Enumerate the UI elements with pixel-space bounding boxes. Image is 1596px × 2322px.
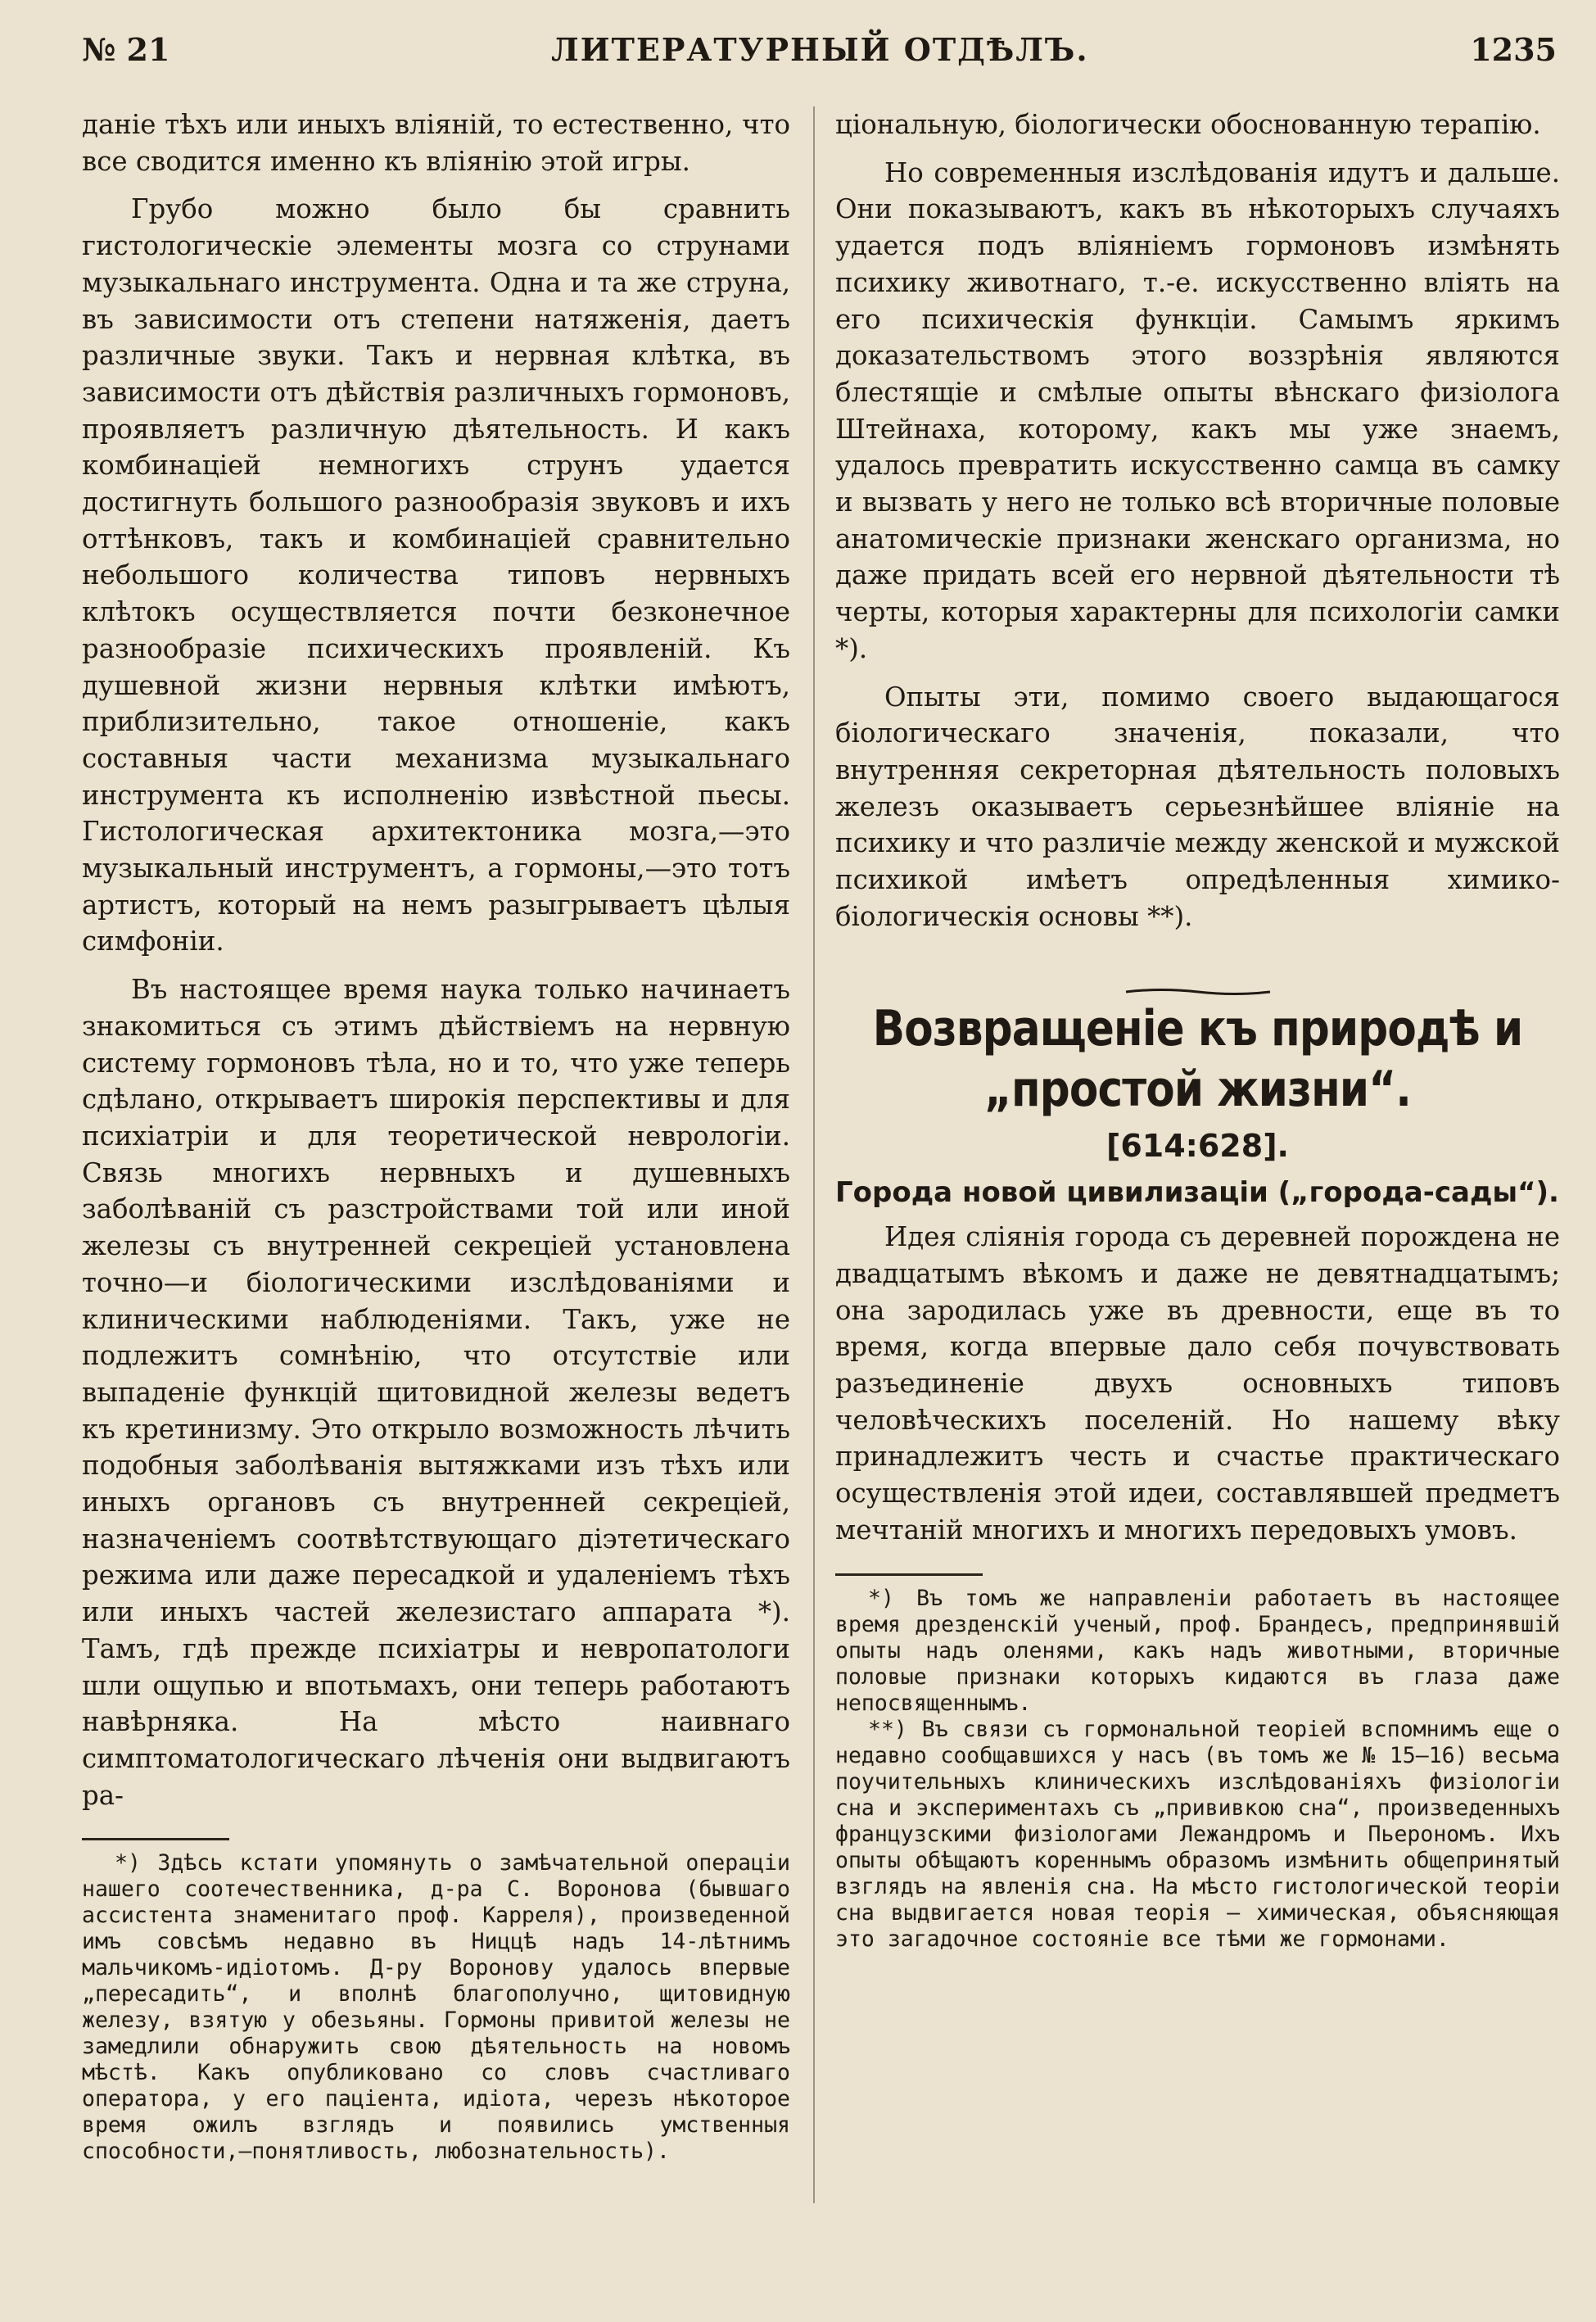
footnote: *) Здѣсь кстати упомянуть о замѣчательной операціи нашего соотечественника, д-ра С. Воронова (бывшаго ассистента знаменитаго проф. Карреля), произведенной имъ совсѣмъ недавно въ Ниццѣ надъ 14-лѣтнимъ мальчикомъ-идіотомъ. Д-ру Воронову удалось впервые „пересадить“, и вполнѣ благополучно, щитовидную железу, взятую у обезьяны. Гормоны привитой железы не замедлили обнаружить свою дѣятельность на новомъ мѣстѣ. Какъ опубликовано со словъ счастливаго оператора, у его паціента, идіота, черезъ нѣкоторое время ожилъ взглядъ и появились умственныя способности,—понятливость, любознательность). [82, 1850, 790, 2165]
page-number: 1235 [1470, 30, 1557, 68]
paragraph: даніе тѣхъ или иныхъ вліяній, то естественно, что все сводится именно къ вліянію этой игры. [82, 109, 790, 177]
running-header [82, 25, 1557, 74]
section-title: ЛИТЕРАТУРНЫЙ ОТДѢЛЪ. [551, 30, 1089, 68]
paragraph: Но современныя изслѣдованія идутъ и дальше. Они показываютъ, какъ въ нѣкоторыхъ случаяхъ удается подъ вліяніемъ гормоновъ измѣнять психику животнаго, т.-е. искусственно вліять на его психическія функціи. Самымъ яркимъ доказательствомъ этого воззрѣнія являются блестящіе и смѣлые опыты вѣнскаго физіолога Штейнаха, которому, какъ мы уже знаемъ, удалось превратить искусственно самца въ самку и вызвать у него не только всѣ вторичные половые анатомическіе признаки женскаго организма, но даже придать всей его нервной дѣятельности тѣ черты, которыя характерны для психологіи самки *). [835, 156, 1560, 664]
article-reference: [614:628]. [1105, 1128, 1289, 1165]
footnote: *) Въ томъ же направленіи работаетъ въ настоящее время дрезденскій ученый, проф. Брандесъ, предпринявшій опыты надъ оленями, какъ надъ животными, вторичные половые признаки которыхъ кидаются въ глаза даже непосвященнымъ. [835, 1585, 1560, 1716]
paragraph: Грубо можно было бы сравнить гистологическіе элементы мозга со струнами музыкальнаго инструмента. Одна и та же струна, въ зависимости отъ степени натяженія, даетъ различные звуки. Такъ и нервная клѣтка, въ зависимости отъ дѣйствія различныхъ гормоновъ, проявляетъ различную дѣятельность. И какъ комбинаціей немногихъ струнъ удается достигнуть большого разнообразія звуковъ и ихъ оттѣнковъ, такъ и комбинаціей сравнительно небольшого количества типовъ нервныхъ клѣтокъ осуществляется почти безконечное разнообразіе психическихъ проявленій. Къ душевной жизни нервныя клѣтки имѣютъ, приблизительно, такое отношеніе, какъ составныя части механизма музыкальнаго инструмента къ исполненію извѣстной пьесы. Гистологическая архитектоника мозга,—это музыкальный инструментъ, а гормоны,—это тотъ артистъ, который на немъ разыгрываетъ цѣлыя симфоніи. [82, 193, 790, 957]
footnote: **) Въ связи съ гормональной теоріей вспомнимъ еще о недавно сообщавшихся у насъ (въ томъ же № 15—16) весьма поучительныхъ клиническихъ изслѣдованіяхъ физіологіи сна и экспериментахъ съ „прививкою сна“, произведенныхъ французскими физіологами Лежандромъ и Пьерономъ. Ихъ опыты обѣщаютъ кореннымъ образомъ измѣнить общепринятый взглядъ на явленія сна. На мѣсто гистологической теоріи сна выдвигается новая теорія — химическая, объясняющая это загадочное состояніе все тѣми же гормонами. [835, 1716, 1560, 1952]
section-ornament [835, 971, 1560, 987]
paragraph: Идея слiянія города съ деревней порождена не двадцатымъ вѣкомъ и даже не девятнадцатымъ; она зародилась уже въ древности, еще въ то время, когда впервые дало себя почувствовать разъединеніе двухъ основныхъ типовъ человѣческихъ поселеній. Но нашему вѣку принадлежитъ честь и счастье практическаго осуществленія этой идеи, составлявшей предметъ мечтаній многихъ и многихъ передовыхъ умовъ. [835, 1221, 1560, 1546]
column-divider [813, 106, 815, 2203]
issue-number: № 21 [82, 30, 170, 68]
ornament-rule-icon [1124, 986, 1272, 998]
article-subtitle: Города новой цивилизаціи („города-сады“). [835, 1176, 1559, 1210]
left-column [82, 106, 790, 2322]
paragraph: Въ настоящее время наука только начинаетъ знакомиться съ этимъ дѣйствіемъ на нервную систему гормоновъ тѣла, но и то, что уже теперь сдѣлано, открываетъ широкія перспективы и для психіатріи и для теоретической неврологіи. Связь многихъ нервныхъ и душевныхъ заболѣваній съ разстройствами той или иной железы съ внутренней секреціей установлена точно—и біологическими изслѣдованіями и клиническими наблюденіями. Такъ, уже не подлежитъ сомнѣнію, что отсутствіе или выпаденіе функцій щитовидной железы ведетъ къ кретинизму. Это открыло возможность лѣчить подобныя заболѣванія вытяжками изъ тѣхъ или иныхъ органовъ съ внутренней секреціей, назначеніемъ соотвѣтствующаго діэтетическаго режима или даже пересадкой и удаленіемъ тѣхъ или иныхъ частей железистаго аппарата *). Тамъ, гдѣ прежде психіатры и невропатологи шли ощупью и впотьмахъ, они теперь работаютъ навѣрняка. На мѣсто наивнаго симптоматологическаго лѣченія они выдвигаютъ ра- [82, 974, 790, 1811]
article-title: Возвращеніе къ природѣ и „простой жизни“. [872, 1000, 1523, 1119]
paragraph: ціональную, біологически обоснованную терапію. [835, 109, 1541, 140]
footnote-rule [835, 1573, 983, 1576]
footnote-rule [82, 1838, 229, 1840]
right-column [835, 106, 1560, 2322]
paragraph: Опыты эти, помимо своего выдающагося біологическаго значенія, показали, что внутренняя секреторная дѣятельность половыхъ железъ оказываетъ серьезнѣйшее вліяніе на психику и что различіе между женской и мужской психикой имѣетъ опредѣленныя химико-біологическія основы **). [835, 681, 1560, 932]
